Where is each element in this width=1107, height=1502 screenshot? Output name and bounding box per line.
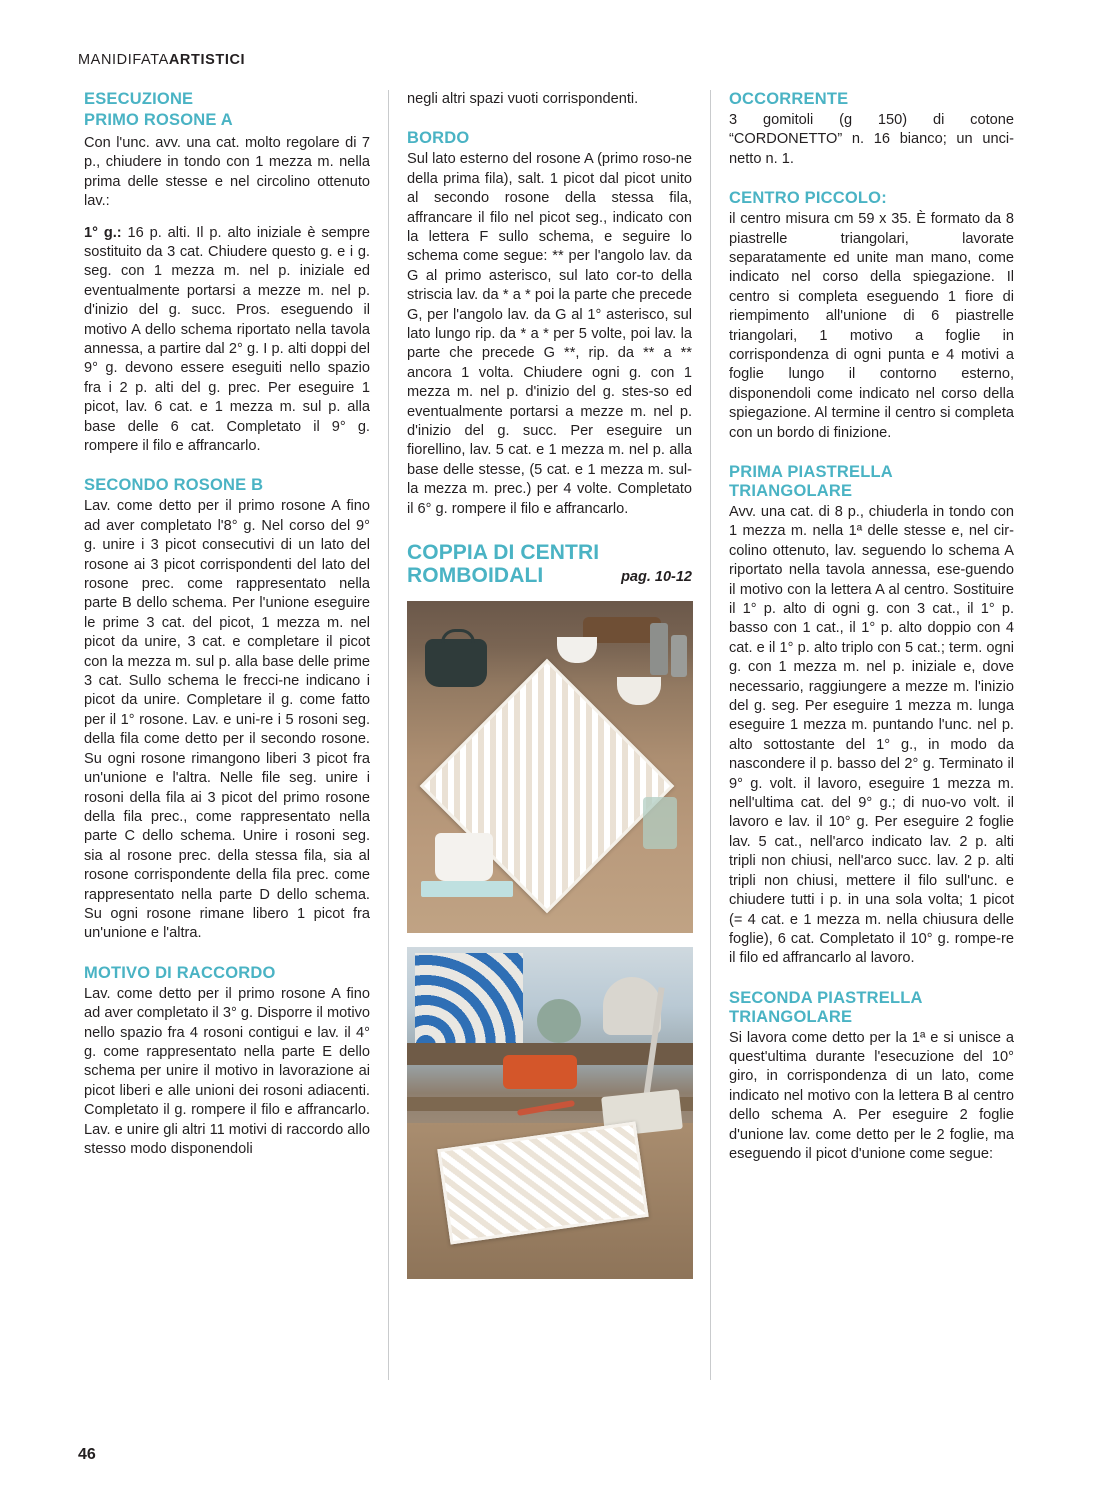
- heading-motivo-raccordo: MOTIVO DI RACCORDO: [84, 963, 276, 982]
- paragraph-prima-piastrella: Avv. una cat. di 8 p., chiuderla in tondo con 1 mezza m. nella 1ª delle stesse e, nel cir-colino ottenuto, lav. seguendo lo schema A riportato nella tavola annessa, ese-guendo il motivo con la lettera A al centro. Sostituire il 1° p. alto di ogni g. con 3 cat., il 1° p. basso con 1 cat., il 1° p. alto doppio con 4 cat. e il 1° p. alto triplo con 5 cat.; term. ogni g. con 1 mezza m. nel p. iniziale e, dove necessario, raggiungere a mezze m. l'inizio del g. seg. Per eseguire 1 mezza m. lunga eseguire 1 mezza m. puntando l'unc. nel p. alto sottostante del 1° g., in modo da nascondere il p. basso del 2° g. Terminato il 9° g. volt. il lavoro, eseguire 1 mezza m. nell'ultima cat. del 9° g.; di nuo-vo volt. il lavoro e lav. il 10° g. Per eseguire 2 foglie lav. 5 cat., nell'arco indicato lav. 2 p. alti tripli non chiusi, nell'arco succ. lav. 2 p. alti tripli non chiusi, mettere il filo sull'unc. e chiudere tutti i p. in una sola volta; 1 picot (= 4 cat. e 1 mezza m. nella chiusura delle foglie), 6 cat. Completato il 10° g. rompe-re il filo ed affrancarlo al lavoro.: [729, 503, 1014, 967]
- heading-esecuzione: ESECUZIONE: [84, 90, 194, 108]
- article-title-row: [407, 519, 692, 587]
- heading-seconda-piastrella-line2: TRIANGOLARE: [729, 1007, 853, 1026]
- paragraph-occorrente: 3 gomitoli (g 150) di cotone “CORDONETTO” n. 16 bianco; un unci-netto n. 1.: [729, 111, 1014, 167]
- teacup-1: [557, 637, 597, 663]
- masthead-light: MANIDIFATA: [78, 52, 169, 68]
- paragraph-continuation: negli altri spazi vuoti corrispondenti.: [407, 91, 639, 107]
- column-2: [388, 90, 710, 1380]
- heading-seconda-piastrella-line1: SECONDA PIASTRELLA: [729, 988, 923, 1007]
- candle-2: [671, 635, 687, 677]
- paragraph-motivo-raccordo: Lav. come detto per il primo rosone A fino ad aver completato il 3° g. Disporre il motivo nello spazio fra 4 rosoni contigui e lav. il 4° g. come rappresentato nella parte E dello schema per unire il motivo in lavorazione ai picot liberi e alle unioni dei rosoni adiacenti. Completato il g. rompere il filo e affrancarlo. Lav. e unire gli altri 11 motivi di raccordo allo stesso modo disponendoli: [84, 985, 370, 1157]
- candle-1: [650, 623, 668, 675]
- heading-occorrente: OCCORRENTE: [729, 90, 849, 108]
- alarm-clock: [537, 999, 581, 1043]
- paragraph-centro-piccolo: il centro misura cm 59 x 35. È formato da 8 piastrelle triangolari, lavorate separatamente ed unite man mano, come indicato nel corso della spiegazione. Il centro si completa eseguendo 1 fiore di riempimento all'unione di 6 piastrelle triangolari, 1 motivo a foglie in corrispondenza di ogni punta e 4 motivi a foglie lungo il contorno esterno, disponendoli come indicato nel corso della spiegazione. Al termine il centro si completa con un bordo di finizione.: [729, 211, 1014, 441]
- heading-coppia-line1: COPPIA DI CENTRI: [407, 541, 600, 565]
- heading-primo-rosone: PRIMO ROSONE A: [84, 110, 233, 129]
- label-giro-1: 1° g.:: [84, 224, 122, 241]
- mug: [435, 833, 493, 881]
- heading-centro-piccolo: CENTRO PICCOLO:: [729, 189, 887, 208]
- paragraph-secondo-rosone: Lav. come detto per il primo rosone A fino ad aver completato l'8° g. Nel corso del 9° g. unire i 3 picot consecutivi di un lato del rosone ai 3 picot corrispondenti del lato del rosone prec. come rappresentato nella parte B dello schema. Per l'unione eseguire le prime 3 cat. del picot, 1 mezza m. nel picot da unire, 3 cat. e completare il picot con la mezza m. sul p. alla base delle prime 3 cat. Sullo schema le frecci-ne indicano i picot da unire. Completare il g. come fatto per il 1° rosone. Lav. e uni-re i 5 rosoni seg. della fila come detto per il secondo rosone. Su ogni rosone rimangono liberi 3 picot fra un'unione e l'altra. Nelle file seg. unire i rosoni della fila ai 3 picot del primo rosone della fila prec., come rappresentato nella parte C dello schema. Unire i rosoni seg. sia al rosone prec. della stessa fila, sia al rosone corrispondente della fila prec. come rappresentato nella parte D dello schema. Su ogni rosone rimane libero 1 picot fra un'unione e l'altra.: [84, 498, 370, 942]
- teacup-2: [617, 677, 661, 705]
- heading-secondo-rosone: SECONDO ROSONE B: [84, 476, 264, 495]
- heading-prima-piastrella: [729, 463, 1014, 501]
- masthead-bold: ARTISTICI: [168, 52, 246, 68]
- heading-prima-piastrella-line1: PRIMA PIASTRELLA: [729, 463, 893, 482]
- teapot: [425, 639, 487, 687]
- paragraph-bordo: Sul lato esterno del rosone A (primo roso-ne della prima fila), salt. 1 picot dal picot unito al secondo rosone della stessa fila, affrancare il filo nel picot seg., indicato con la lettera F sullo schema, e seguire lo schema come segue: ** per l'angolo lav. da G al primo asterisco, sul lato cor-to della striscia lav. da * a * poi la parte che precede G, per l'angolo lav. da G al 1° asterisco, sul lato lungo rip. da * a * per 5 volte, poi lav. la parte che precede G **, rip. da ** a ** ancora 1 volta. Chiudere ogni g. con 1 mezza m. nel p. d'inizio del g. stes-so ed eventualmente portarsi a mezze m. nel p. d'inizio del g. succ. Per eseguire un fiorellino, lav. 5 cat. e 1 mezza m. nel p. alla base delle stesse, (5 cat. e 1 mezza m. sul-la mezza m. prec.) per 4 volte. Completato il 6° g. rompere il filo e affrancarlo.: [407, 151, 692, 517]
- heading-bordo: BORDO: [407, 129, 470, 148]
- wall-poster: [415, 953, 523, 1045]
- paragraph-primo-rosone-rest: 16 p. alti. Il p. alto iniziale è sempre sostituito da 3 cat. Chiudere questo g. e i g. seg. con 1 mezza m. nel p. iniziale ed eventualmente portarsi a mezze m. nel p. d'inizio del g. succ. Pros. eseguendo il motivo A dello schema riportato nella tavola annessa, a partire dal 2° g. I p. alti doppi del 9° g. devono essere eseguiti nello spazio fra i 2 p. alti del g. prec. Per eseguire 1 picot, lav. 6 cat. e 1 mezza m. sul p. alla base delle 6 cat. Completato il 9° g. rompere il filo e affrancarlo.: [84, 224, 370, 455]
- paragraph-seconda-piastrella: Si lavora come detto per la 1ª e si unisce a quest'ultima durante l'esecuzione del 10° giro, in corrispondenza di un lato, come indicato nel motivo con la lettera B al centro dello schema A. Per eseguire 2 foglie d'unione lav. come detto per le 2 foglie, ma eseguendo il picot d'unione come segue:: [729, 1029, 1014, 1163]
- paragraph-primo-rosone-detail: [84, 224, 370, 457]
- photo-centro-romboidale-tavolo: [407, 601, 693, 933]
- masthead: [78, 52, 1041, 68]
- heading-seconda-piastrella: [729, 989, 1014, 1027]
- drinking-glass: [643, 797, 677, 849]
- page-number: 46: [78, 1446, 96, 1463]
- paragraph-primo-rosone-intro: Con l'unc. avv. una cat. molto regolare di 7 p., chiudere in tondo con 1 mezza m. nella prima delle stesse e nel circolino ottenuto lav.:: [84, 134, 370, 210]
- pencil-case: [503, 1055, 577, 1089]
- column-1: [66, 90, 388, 1380]
- photo-centro-romboidale-scrivania: [407, 947, 693, 1279]
- book: [421, 881, 513, 897]
- page-columns: [66, 90, 1041, 1380]
- heading-coppia-centri: [407, 541, 599, 587]
- column-3: [710, 90, 1032, 1380]
- heading-prima-piastrella-line2: TRIANGOLARE: [729, 482, 853, 500]
- heading-coppia-line2: ROMBOIDALI: [407, 564, 544, 588]
- page-reference: pag. 10-12: [621, 569, 692, 586]
